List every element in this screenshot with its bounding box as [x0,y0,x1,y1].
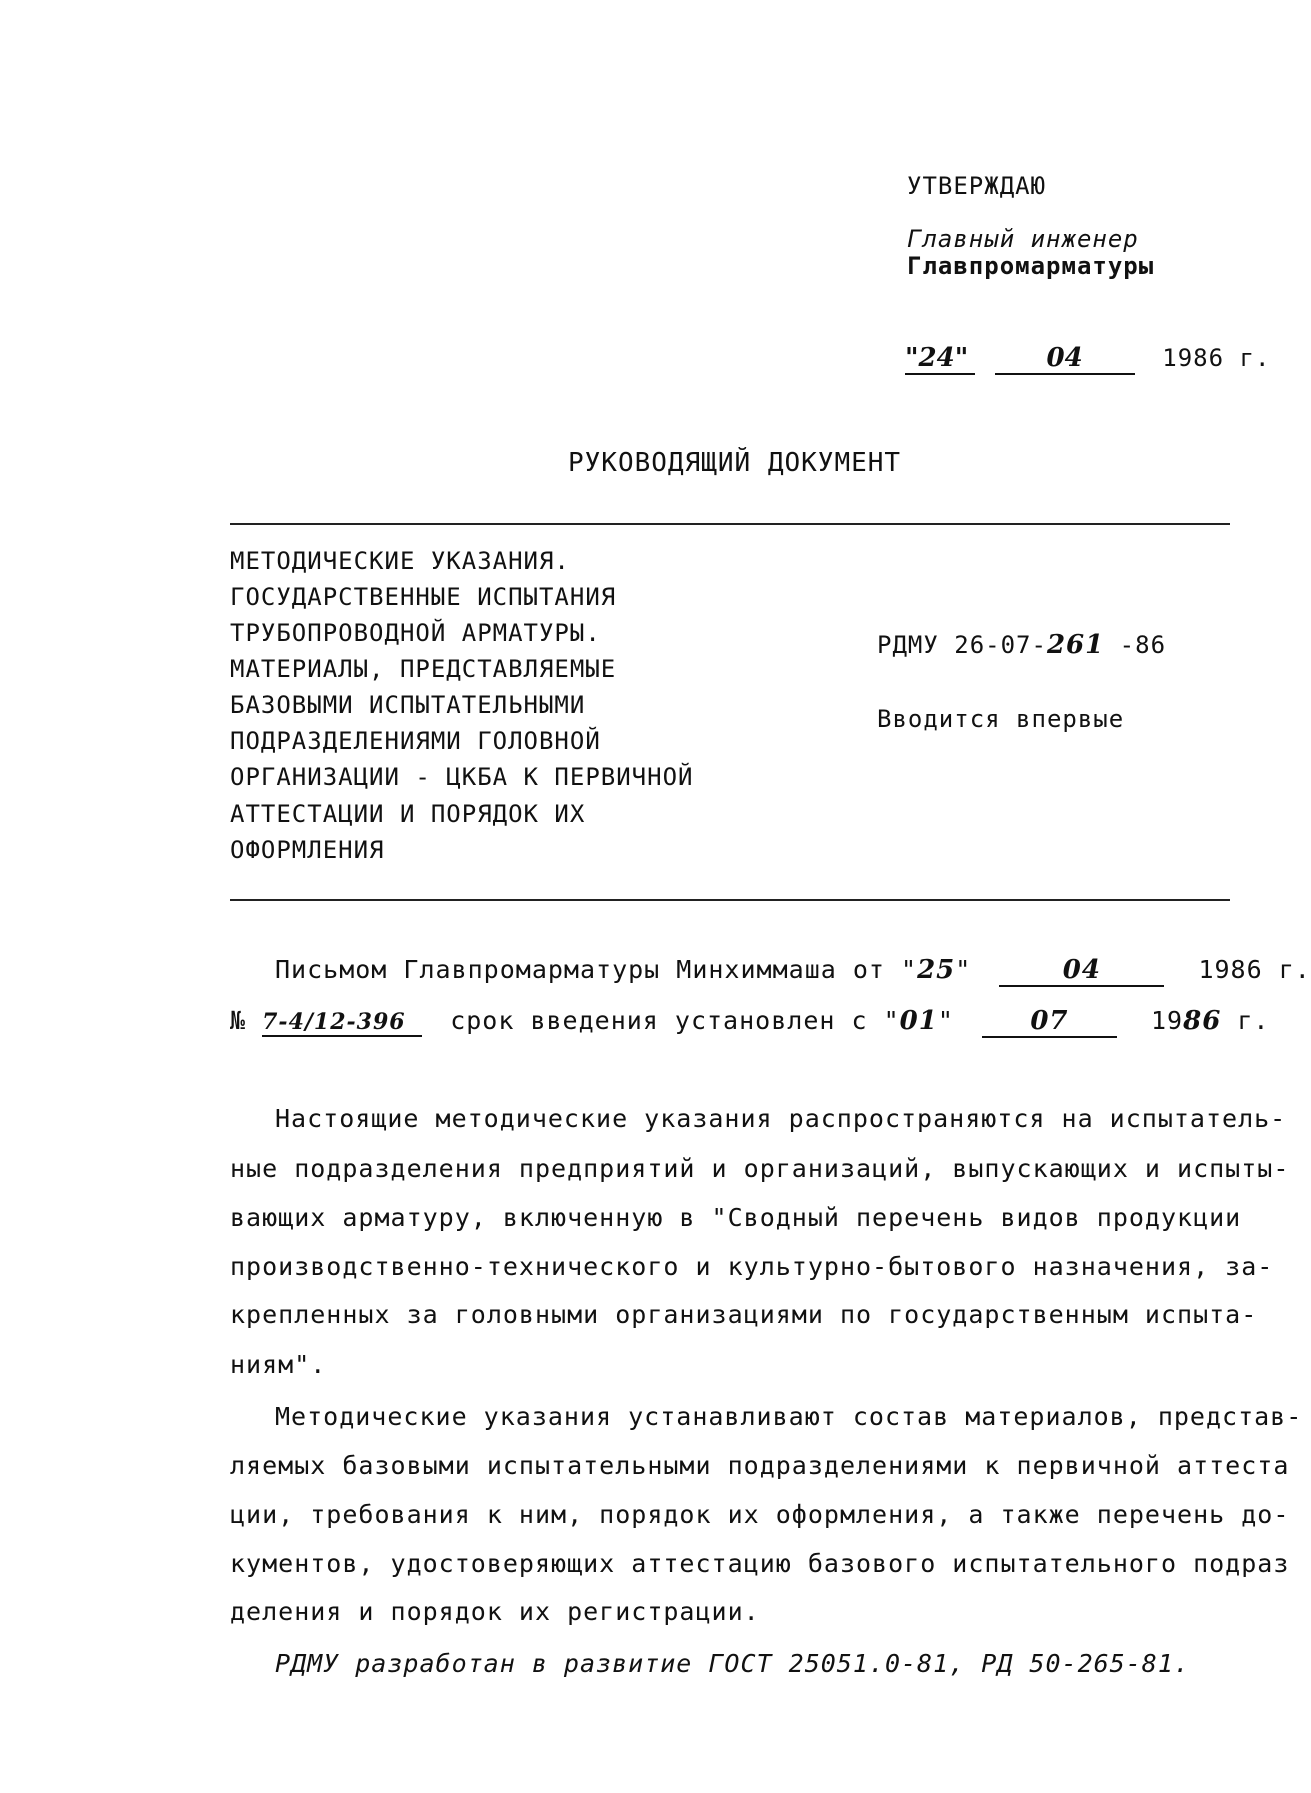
letter-month: 04 [999,955,1164,987]
paragraph-line: вающих арматуру, включенную в "Сводный перечень видов продукции [230,1203,1242,1232]
paragraph-line: Методические указания устанавливают состав материалов, представ- [275,1402,1303,1431]
letter-start-year-c: г. [1221,1006,1270,1035]
title-line: МЕТОДИЧЕСКИЕ УКАЗАНИЯ. [230,547,570,575]
approval-date-year: 1986 г. [1162,344,1271,372]
paragraph-line: ции, требования к ним, порядок их оформления, а также перечень до- [230,1500,1290,1529]
letter-text: Письмом Главпромарматуры Минхиммаша от " [275,955,918,984]
title-line: ПОДРАЗДЕЛЕНИЯМИ ГОЛОВНОЙ [230,727,601,755]
paragraph-line: производственно-технического и культурно-бытового назначения, за- [230,1252,1274,1281]
paragraph-line: крепленных за головными организациями по государственным испыта- [230,1300,1258,1329]
letter-start-year-a: 19 [1151,1006,1184,1035]
paragraph-line: ные подразделения предприятий и организаций, выпускающих и испыты- [230,1154,1290,1183]
letter-line-1 [275,955,1311,987]
paragraph-line: ниям". [230,1350,327,1379]
approval-position-line1: Главный инженер [907,225,1139,253]
letter-start-day: 01 [899,1006,938,1036]
paragraph-line: кументов, удостоверяющих аттестацию базового испытательного подраз [230,1549,1290,1578]
paragraph-line: ляемых базовыми испытательными подразделениями к первичной аттеста [230,1451,1290,1480]
designation-prefix: РДМУ 26-07- [877,631,1047,659]
letter-start-month: 07 [982,1006,1117,1038]
approval-heading: УТВЕРЖДАЮ [907,172,1047,200]
paragraph-line: Настоящие методические указания распространяются на испытатель- [275,1104,1287,1133]
title-line: МАТЕРИАЛЫ, ПРЕДСТАВЛЯЕМЫЕ [230,655,617,683]
title-line: ОРГАНИЗАЦИИ - ЦКБА К ПЕРВИЧНОЙ [230,763,694,791]
bottom-rule [230,899,1230,901]
letter-line-2 [230,1006,1269,1038]
title-line: БАЗОВЫМИ ИСПЫТАТЕЛЬНЫМИ [230,691,586,719]
title-line: ОФОРМЛЕНИЯ [230,836,385,864]
letter-no-label: № [230,1006,247,1035]
footer-note: РДМУ разработан в развитие ГОСТ 25051.0-81, РД 50-265-81. [275,1649,1190,1678]
title-line: АТТЕСТАЦИИ И ПОРЯДОК ИХ [230,800,586,828]
approval-date-month: 04 [995,343,1135,375]
letter-no-value: 7-4/12-396 [262,1009,422,1037]
designation-number: 261 [1046,630,1105,660]
approval-date-day: "24" [905,343,975,375]
designation-suffix: -86 [1104,631,1167,659]
designation [877,630,1166,660]
designation-status: Вводится впервые [877,705,1125,733]
letter-day: 25 [917,955,956,985]
doc-type-heading: РУКОВОДЯЩИЙ ДОКУМЕНТ [568,448,902,478]
letter-year: 1986 г. [1198,955,1311,984]
letter-start-year-b: 86 [1183,1006,1222,1036]
paragraph-line: деления и порядок их регистрации. [230,1597,760,1626]
letter-quote: " [955,955,972,984]
letter-text-start: срок введения установлен с " [450,1006,900,1035]
title-line: ГОСУДАРСТВЕННЫЕ ИСПЫТАНИЯ [230,583,617,611]
letter-quote2: " [937,1006,954,1035]
approval-date [905,343,1270,375]
title-line: ТРУБОПРОВОДНОЙ АРМАТУРЫ. [230,619,601,647]
approval-position-line2: Главпромарматуры [907,252,1155,280]
top-rule [230,523,1230,525]
